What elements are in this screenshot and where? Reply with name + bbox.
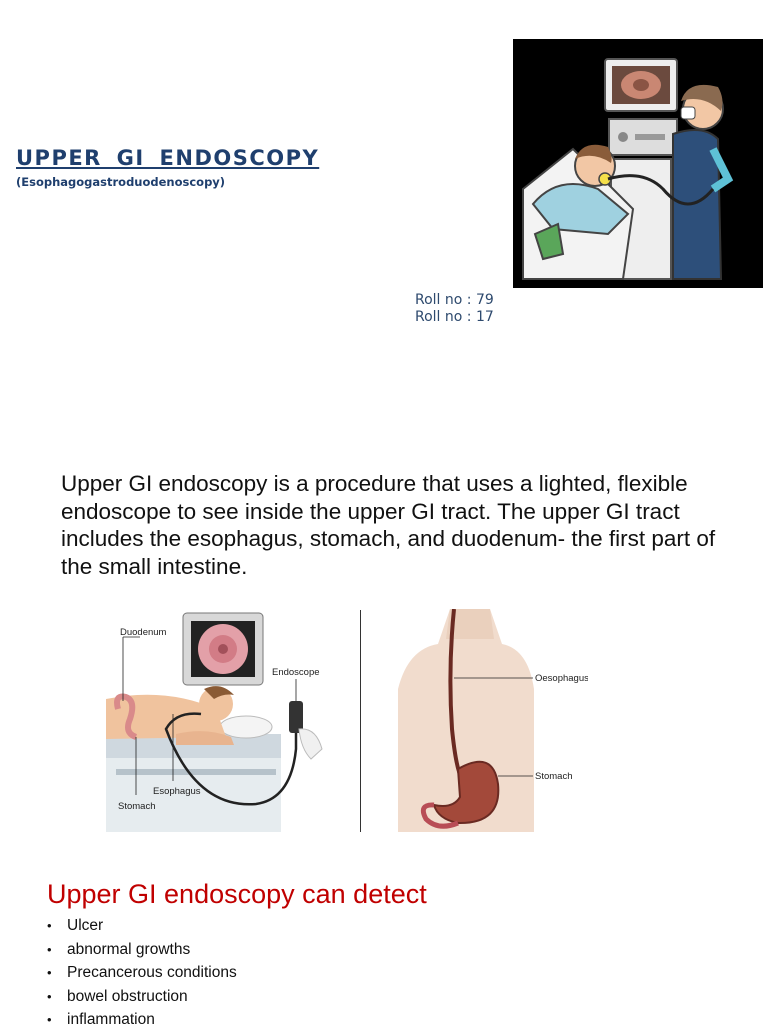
list-item-text: abnormal growths — [67, 940, 191, 958]
list-item — [47, 1008, 237, 1032]
list-item-text: inflammation — [67, 1011, 155, 1028]
roll-number-1: Roll no : 79 — [415, 292, 494, 308]
intro-paragraph: Upper GI endoscopy is a procedure that uses a lighted, flexible endoscope to see inside the upper GI tract. The upper GI tract includes the esophagus, stomach, and duodenum- the first part of the small intestine. — [61, 471, 716, 579]
endoscopy-procedure-illustration — [513, 39, 763, 288]
label-oesophagus: Oesophagus — [535, 673, 588, 684]
label-endoscope: Endoscope — [272, 667, 320, 678]
label-stomach: Stomach — [118, 801, 156, 812]
detect-heading: Upper GI endoscopy can detect — [47, 879, 427, 909]
list-item-text: Ulcer — [67, 917, 104, 934]
list-item-text: Precancerous conditions — [67, 964, 237, 981]
bullet-icon: • — [47, 918, 52, 933]
detect-list — [47, 914, 237, 1032]
list-item-text: bowel obstruction — [67, 987, 188, 1005]
roll-number-2: Roll no : 17 — [415, 309, 494, 325]
label-stomach-right: Stomach — [535, 771, 573, 782]
bullet-icon: • — [47, 1012, 52, 1027]
list-item — [47, 985, 237, 1009]
bullet-icon: • — [47, 988, 52, 1004]
label-duodenum: Duodenum — [120, 627, 167, 638]
page-subtitle: (Esophagogastroduodenoscopy) — [16, 175, 226, 189]
label-esophagus: Esophagus — [153, 786, 201, 797]
endoscopy-diagram-illustration — [106, 609, 326, 832]
bullet-icon: • — [47, 941, 52, 957]
page-title: UPPER GI ENDOSCOPY — [16, 146, 320, 170]
bullet-icon: • — [47, 965, 52, 980]
anatomy-diagram-illustration — [398, 609, 588, 832]
list-item — [47, 961, 237, 985]
list-item — [47, 914, 237, 938]
figure-divider — [360, 610, 361, 832]
list-item — [47, 938, 237, 962]
